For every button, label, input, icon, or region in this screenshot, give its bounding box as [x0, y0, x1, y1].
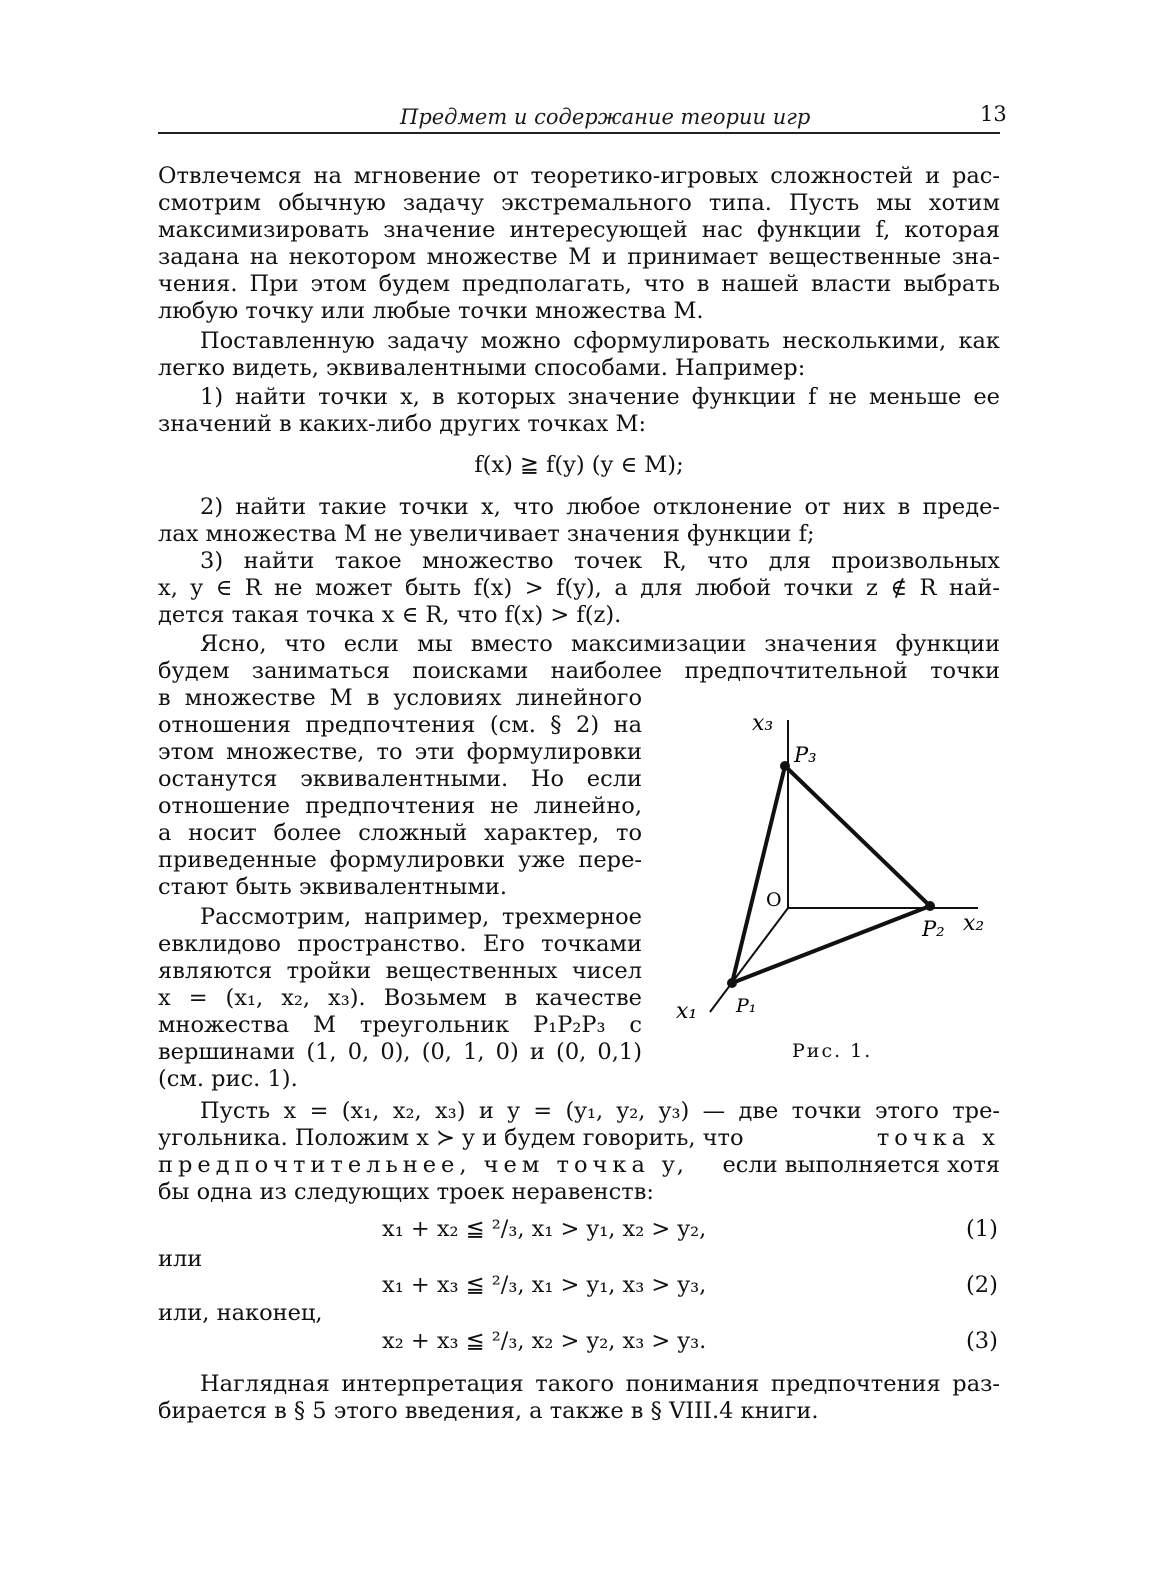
text-line: Наглядная интерпретация такого понимания предпочтения раз-: [200, 1371, 1000, 1397]
text-line: легко видеть, эквивалентными способами. Например:: [158, 355, 806, 381]
text-line: Ясно, что если мы вместо максимизации значения функции: [200, 631, 1000, 657]
inequality-1: x₁ + x₂ ≦ ²/₃, x₁ > y₁, x₂ > y₂,: [382, 1216, 707, 1242]
text-line-composite: [158, 1125, 1000, 1152]
text-line: Поставленную задачу можно сформулировать несколькими, как: [200, 328, 1000, 354]
triangle-edge-p3p2: [785, 766, 930, 906]
text-line: x = (x₁, x₂, x₃). Возьмем в качестве: [158, 985, 642, 1011]
triangle-figure: [660, 700, 1000, 1030]
text-line: евклидово пространство. Его точками: [158, 931, 642, 957]
label-p1: P₁: [736, 995, 757, 1017]
text-line: или: [158, 1246, 203, 1272]
formula-line: f(x) ≧ f(y) (y ∈ M);: [474, 452, 684, 478]
header-rule: [158, 132, 1000, 134]
triangle-edge-p1p3: [732, 766, 785, 983]
vertex-p1: [727, 978, 737, 988]
text-line: 1) найти точки x, в которых значение функции f не меньше ее: [200, 384, 1000, 410]
text-line: вершинами (1, 0, 0), (0, 1, 0) и (0, 0,1): [158, 1039, 642, 1065]
running-header-title: Предмет и содержание теории игр: [400, 105, 811, 129]
text-line: максимизировать значение интересующей нас функции f, которая: [158, 217, 1000, 243]
text-line: бы одна из следующих троек неравенств:: [158, 1179, 654, 1205]
label-x3: x₃: [752, 711, 774, 736]
text-line: останутся эквивалентными. Но если: [158, 766, 642, 792]
text-line: отношение предпочтения не линейно,: [158, 793, 642, 819]
text-line: 2) найти такие точки x, что любое отклонение от них в преде-: [200, 494, 1000, 520]
label-p2: P₂: [922, 917, 945, 941]
text-line: приведенные формулировки уже пере-: [158, 847, 642, 873]
text-line: смотрим обычную задачу экстремального типа. Пусть мы хотим: [158, 190, 1000, 216]
equation-number-3: (3): [966, 1328, 998, 1354]
vertex-p3: [780, 761, 790, 771]
figure-caption: Рис. 1.: [792, 1040, 873, 1062]
text-line: Пусть x = (x₁, x₂, x₃) и y = (y₁, y₂, y₃) — две точки этого тре-: [200, 1098, 1000, 1124]
text-line: значений в каких-либо других точках M:: [158, 411, 647, 437]
label-x1: x₁: [676, 999, 698, 1024]
inequality-3: x₂ + x₃ ≦ ²/₃, x₂ > y₂, x₃ > y₃.: [382, 1328, 707, 1354]
vertex-p2: [925, 901, 935, 911]
text-segment: угольника. Положим x ≻ y и будем говорить, что: [158, 1125, 744, 1151]
text-line-composite: [158, 1152, 1000, 1179]
text-line: (см. рис. 1).: [158, 1066, 298, 1092]
text-line: стают быть эквивалентными.: [158, 874, 507, 900]
text-line: отношения предпочтения (см. § 2) на: [158, 712, 642, 738]
text-line: x, y ∈ R не может быть f(x) > f(y), а для любой точки z ∉ R най-: [158, 575, 1000, 601]
label-x2: x₂: [963, 911, 985, 936]
text-line: а носит более сложный характер, то: [158, 820, 642, 846]
text-line: чения. При этом будем предполагать, что в нашей власти выбрать: [158, 271, 1000, 297]
equation-number-2: (2): [966, 1272, 998, 1298]
page-number: 13: [980, 102, 1007, 126]
text-line: в множестве M в условиях линейного: [158, 685, 642, 711]
text-line: дется такая точка x ∈ R, что f(x) > f(z).: [158, 602, 622, 628]
text-segment-spaced: предпочтительнее, чем точка y,: [158, 1152, 689, 1178]
text-line: Рассмотрим, например, трехмерное: [200, 904, 642, 930]
text-line: будем заниматься поисками наиболее предпочтительной точки: [158, 658, 1000, 684]
text-line: 3) найти такое множество точек R, что для произвольных: [200, 548, 1000, 574]
text-line: Отвлечемся на мгновение от теоретико-игровых сложностей и рас-: [158, 163, 1000, 189]
text-segment-spaced: точка x: [876, 1125, 1000, 1151]
text-line: этом множестве, то эти формулировки: [158, 739, 642, 765]
inequality-2: x₁ + x₃ ≦ ²/₃, x₁ > y₁, x₃ > y₃,: [382, 1272, 707, 1298]
text-line: или, наконец,: [158, 1300, 323, 1326]
label-p3: P₃: [794, 743, 817, 767]
text-line: являются тройки вещественных чисел: [158, 958, 642, 984]
text-line: множества M треугольник P₁P₂P₃ с: [158, 1012, 642, 1038]
text-line: любую точку или любые точки множества M.: [158, 298, 704, 324]
text-line: задана на некотором множестве M и принимает вещественные зна-: [158, 244, 1000, 270]
label-origin: O: [766, 889, 782, 911]
text-line: лах множества M не увеличивает значения функции f;: [158, 521, 815, 547]
text-segment: если выполняется хотя: [722, 1152, 1000, 1178]
text-line: бирается в § 5 этого введения, а также в § VIII.4 книги.: [158, 1398, 819, 1424]
equation-number-1: (1): [966, 1216, 998, 1242]
